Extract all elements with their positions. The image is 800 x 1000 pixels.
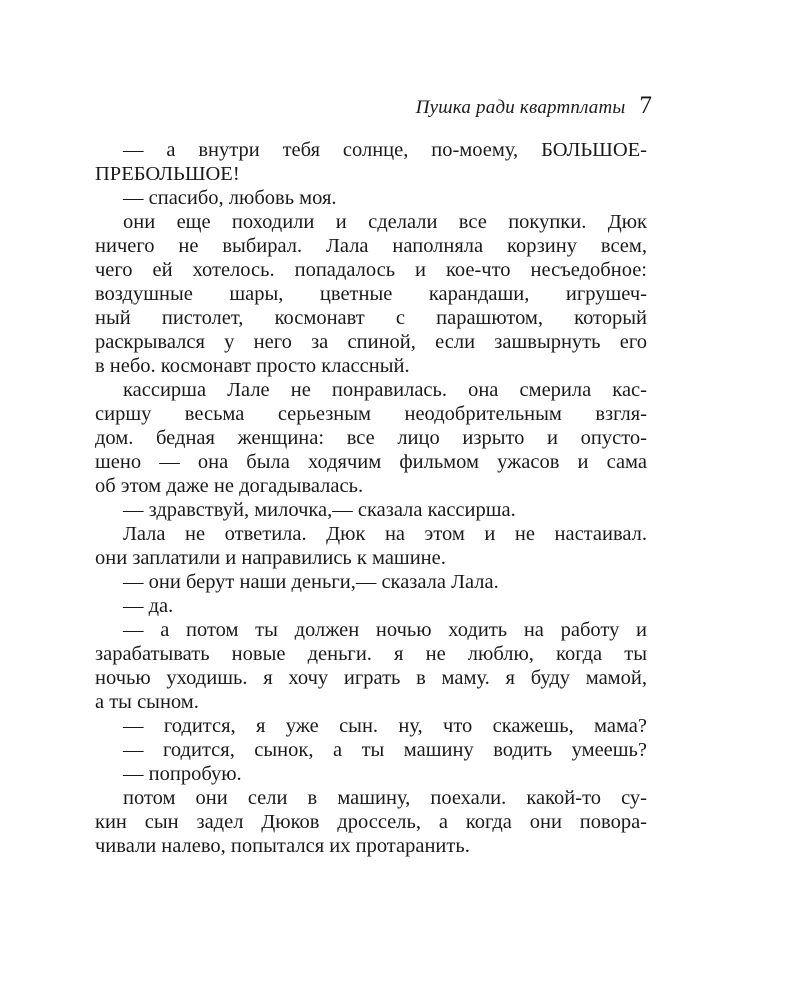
text-line: ПРЕБОЛЬШОЕ! [95,163,240,185]
page-number: 7 [639,92,652,119]
text-line: ничего не выбирал. Лала наполняла корзину всем, [95,235,647,257]
text-line: — годится, сынок, а ты машину водить умеешь? [123,739,647,761]
text-line: дом. бедная женщина: все лицо изрыто и опусто- [95,427,647,449]
text-line: воздушные шары, цветные карандаши, игрушеч- [95,283,647,305]
text-line: ный пистолет, космонавт с парашютом, который [95,307,647,329]
text-line: — а потом ты должен ночью ходить на работу и [123,619,647,641]
text-line: — спасибо, любовь моя. [123,187,337,209]
text-line: они заплатили и направились к машине. [95,547,446,569]
text-line: шено — она была ходячим фильмом ужасов и сама [95,451,647,473]
text-line: сиршу весьма серьезным неодобрительным взгля- [95,403,647,425]
text-line: а ты сыном. [95,691,199,713]
text-line: раскрывался у него за спиной, если зашвырнуть его [95,331,647,353]
text-line: чего ей хотелось. попадалось и кое-что несъедобное: [95,259,647,281]
text-line: — а внутри тебя солнце, по-моему, БОЛЬШОЕ- [123,139,647,161]
text-line: в небо. космонавт просто классный. [95,355,410,377]
body-text [95,138,647,858]
text-line: ночью уходишь. я хочу играть в маму. я буду мамой, [95,667,647,689]
text-line: чивали налево, попытался их протаранить. [95,835,470,857]
text-line: — годится, я уже сын. ну, что скажешь, мама? [123,715,647,737]
text-line: — попробую. [123,763,242,785]
text-line: потом они сели в машину, поехали. какой-то су- [123,787,647,809]
text-line: кассирша Лале не понравилась. она смерила кас- [123,379,647,401]
running-title: Пушка ради квартплаты [415,97,626,118]
text-line: они еще походили и сделали все покупки. Дюк [123,211,647,233]
text-line: Лала не ответила. Дюк на этом и не настаивал. [123,523,647,545]
text-line: — они берут наши деньги,— сказала Лала. [123,571,499,593]
running-head [416,92,652,120]
text-line: зарабатывать новые деньги. я не люблю, когда ты [95,643,647,665]
text-line: об этом даже не догадывалась. [95,475,364,497]
text-line: кин сын задел Дюков дроссель, а когда они повора- [95,811,647,833]
text-line: — здравствуй, милочка,— сказала кассирша. [123,499,516,521]
text-line: — да. [123,595,174,617]
